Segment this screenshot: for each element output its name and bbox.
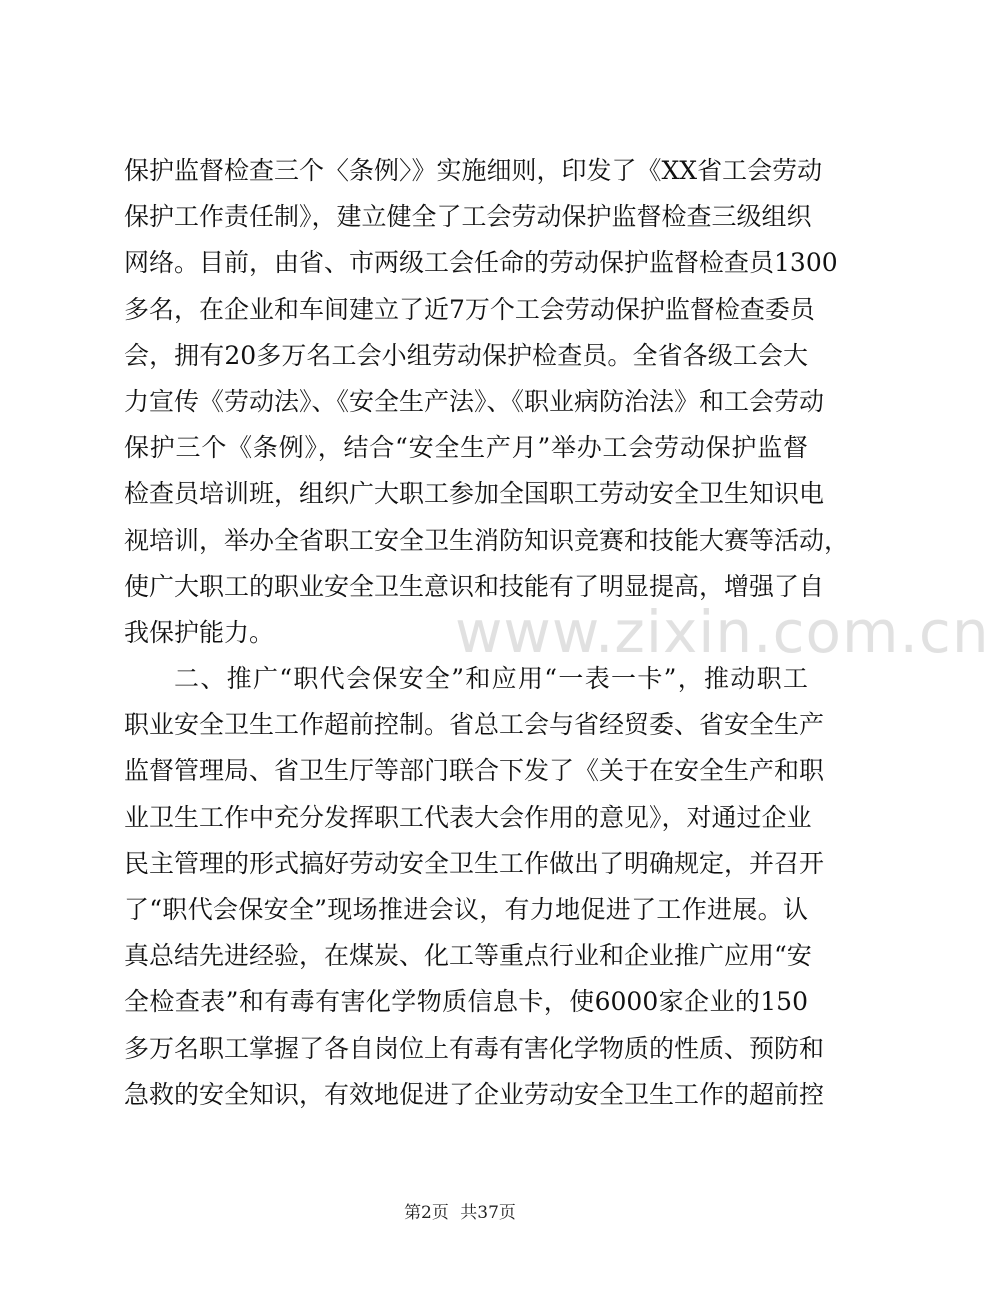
paragraph-2-line-3: 监督管理局、省卫生厅等部门联合下发了《关于在安全生产和职 (124, 756, 825, 786)
page-number: 第2页 (404, 1203, 449, 1223)
paragraph-1-line-2: 保护工作责任制》，建立健全了工会劳动保护监督检查三级组织 (124, 202, 812, 232)
paragraph-2-line-6: 了“职代会保安全”现场推进会议，有力地促进了工作进展。认 (124, 895, 808, 924)
paragraph-1-line-9: 视培训，举办全省职工安全卫生消防知识竞赛和技能大赛等活动， (124, 525, 850, 555)
paragraph-2-line-2: 职业安全卫生工作超前控制。省总工会与省经贸委、省安全生产 (124, 710, 825, 740)
paragraph-2-line-1: 二、推广“职代会保安全”和应用“一表一卡”，推动职工 (174, 664, 808, 694)
paragraph-1-line-11: 我保护能力。 (124, 617, 275, 647)
paragraph-2-line-9: 多万名职工掌握了各自岗位上有毒有害化学物质的性质、预防和 (124, 1033, 825, 1063)
paragraph-1-line-6: 力宣传《劳动法》、《安全生产法》、《职业病防治法》和工会劳动 (124, 386, 825, 416)
total-pages: 共37页 (460, 1203, 516, 1223)
paragraph-2-line-7: 真总结先进经验，在煤炭、化工等重点行业和企业推广应用“安 (124, 941, 812, 971)
paragraph-2-line-4: 业卫生工作中充分发挥职工代表大会作用的意见》，对通过企业 (124, 802, 812, 832)
watermark: www.zixin.com.cn (455, 598, 990, 666)
paragraph-1-line-1: 保护监督检查三个〈条例〉》实施细则，印发了《XX省工会劳动 (124, 156, 823, 185)
paragraph-1-line-5: 会，拥有20多万名工会小组劳动保护检查员。全省各级工会大 (124, 340, 808, 370)
paragraph-1-line-3: 网络。目前，由省、市两级工会任命的劳动保护监督检查员1300 (124, 248, 838, 278)
page-footer (0, 1198, 920, 1223)
paragraph-2-line-10: 急救的安全知识，有效地促进了企业劳动安全卫生工作的超前控 (124, 1079, 825, 1109)
paragraph-2-line-8: 全检查表”和有毒有害化学物质信息卡，使6000家企业的150 (124, 987, 808, 1017)
body-text (124, 148, 850, 1118)
paragraph-1-line-7: 保护三个《条例》，结合“安全生产月”举办工会劳动保护监督 (124, 433, 808, 463)
paragraph-2-line-5: 民主管理的形式搞好劳动安全卫生工作做出了明确规定，并召开 (124, 848, 825, 878)
paragraph-1-line-4: 多名，在企业和车间建立了近7万个工会劳动保护监督检查委员 (124, 294, 815, 324)
paragraph-1-line-8: 检查员培训班，组织广大职工参加全国职工劳动安全卫生知识电 (124, 479, 825, 509)
paragraph-1-line-10: 使广大职工的职业安全卫生意识和技能有了明显提高，增强了自 (124, 571, 825, 601)
